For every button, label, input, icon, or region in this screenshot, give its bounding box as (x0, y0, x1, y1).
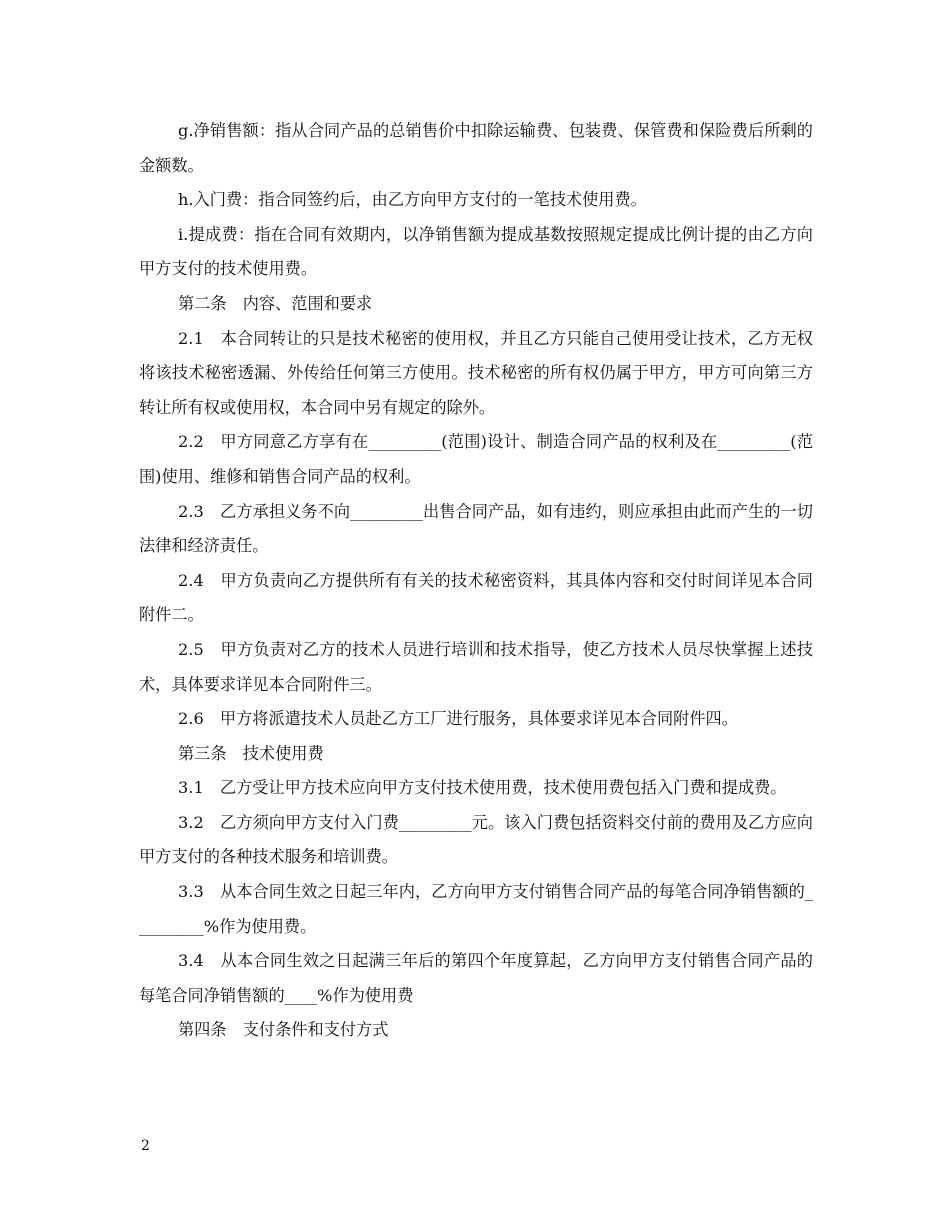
paragraph-i-royalty: i.提成费：指在合同有效期内，以净销售额为提成基数按照规定提成比例计提的由乙方向甲方支付的技术使用费。 (139, 224, 813, 279)
article-3-heading: 第三条 技术使用费 (178, 743, 324, 763)
article-2-heading: 第二条 内容、范围和要求 (178, 293, 373, 313)
clause-2-2: 2.2 甲方同意乙方享有在_________(范围)设计、制造合同产品的权利及在_________(范围)使用、维修和销售合同产品的权利。 (139, 432, 813, 486)
page-number: 2 (141, 1138, 150, 1154)
article-4-heading: 第四条 支付条件和支付方式 (178, 1020, 389, 1040)
clause-2-5: 2.5 甲方负责对乙方的技术人员进行培训和技术指导，使乙方技术人员尽快掌握上述技术，具体要求详见本合同附件三。 (139, 639, 813, 694)
clause-3-2: 3.2 乙方须向甲方支付入门费_________元。该入门费包括资料交付前的费用及乙方应向甲方支付的各种技术服务和培训费。 (139, 812, 813, 867)
clause-2-1: 2.1 本合同转让的只是技术秘密的使用权，并且乙方只能自己使用受让技术，乙方无权将该技术秘密透漏、外传给任何第三方使用。技术秘密的所有权仍属于甲方，甲方可向第三方转让所有权或使用权，本合同中另有规定的除外。 (139, 328, 813, 417)
clause-2-3: 2.3 乙方承担义务不向_________出售合同产品，如有违约，则应承担由此而产生的一切法律和经济责任。 (139, 501, 813, 556)
clause-2-4: 2.4 甲方负责向乙方提供所有有关的技术秘密资料，其具体内容和交付时间详见本合同附件二。 (139, 570, 813, 625)
clause-3-4: 3.4 从本合同生效之日起满三年后的第四个年度算起，乙方向甲方支付销售合同产品的每笔合同净销售额的____%作为使用费 (139, 951, 813, 1005)
clause-2-6: 2.6 甲方将派遣技术人员赴乙方工厂进行服务，具体要求详见本合同附件四。 (178, 709, 738, 729)
paragraph-h-entry-fee: h.入门费：指合同签约后，由乙方向甲方支付的一笔技术使用费。 (178, 190, 647, 210)
document-body (139, 114, 813, 1048)
clause-3-3: 3.3 从本合同生效之日起三年内，乙方向甲方支付销售合同产品的每笔合同净销售额的_________%作为使用费。 (139, 882, 813, 936)
clause-3-1: 3.1 乙方受让甲方技术应向甲方支付技术使用费，技术使用费包括入门费和提成费。 (178, 778, 787, 798)
paragraph-g-net-sales: g.净销售额：指从合同产品的总销售价中扣除运输费、包装费、保管费和保险费后所剩的金额数。 (139, 121, 813, 175)
